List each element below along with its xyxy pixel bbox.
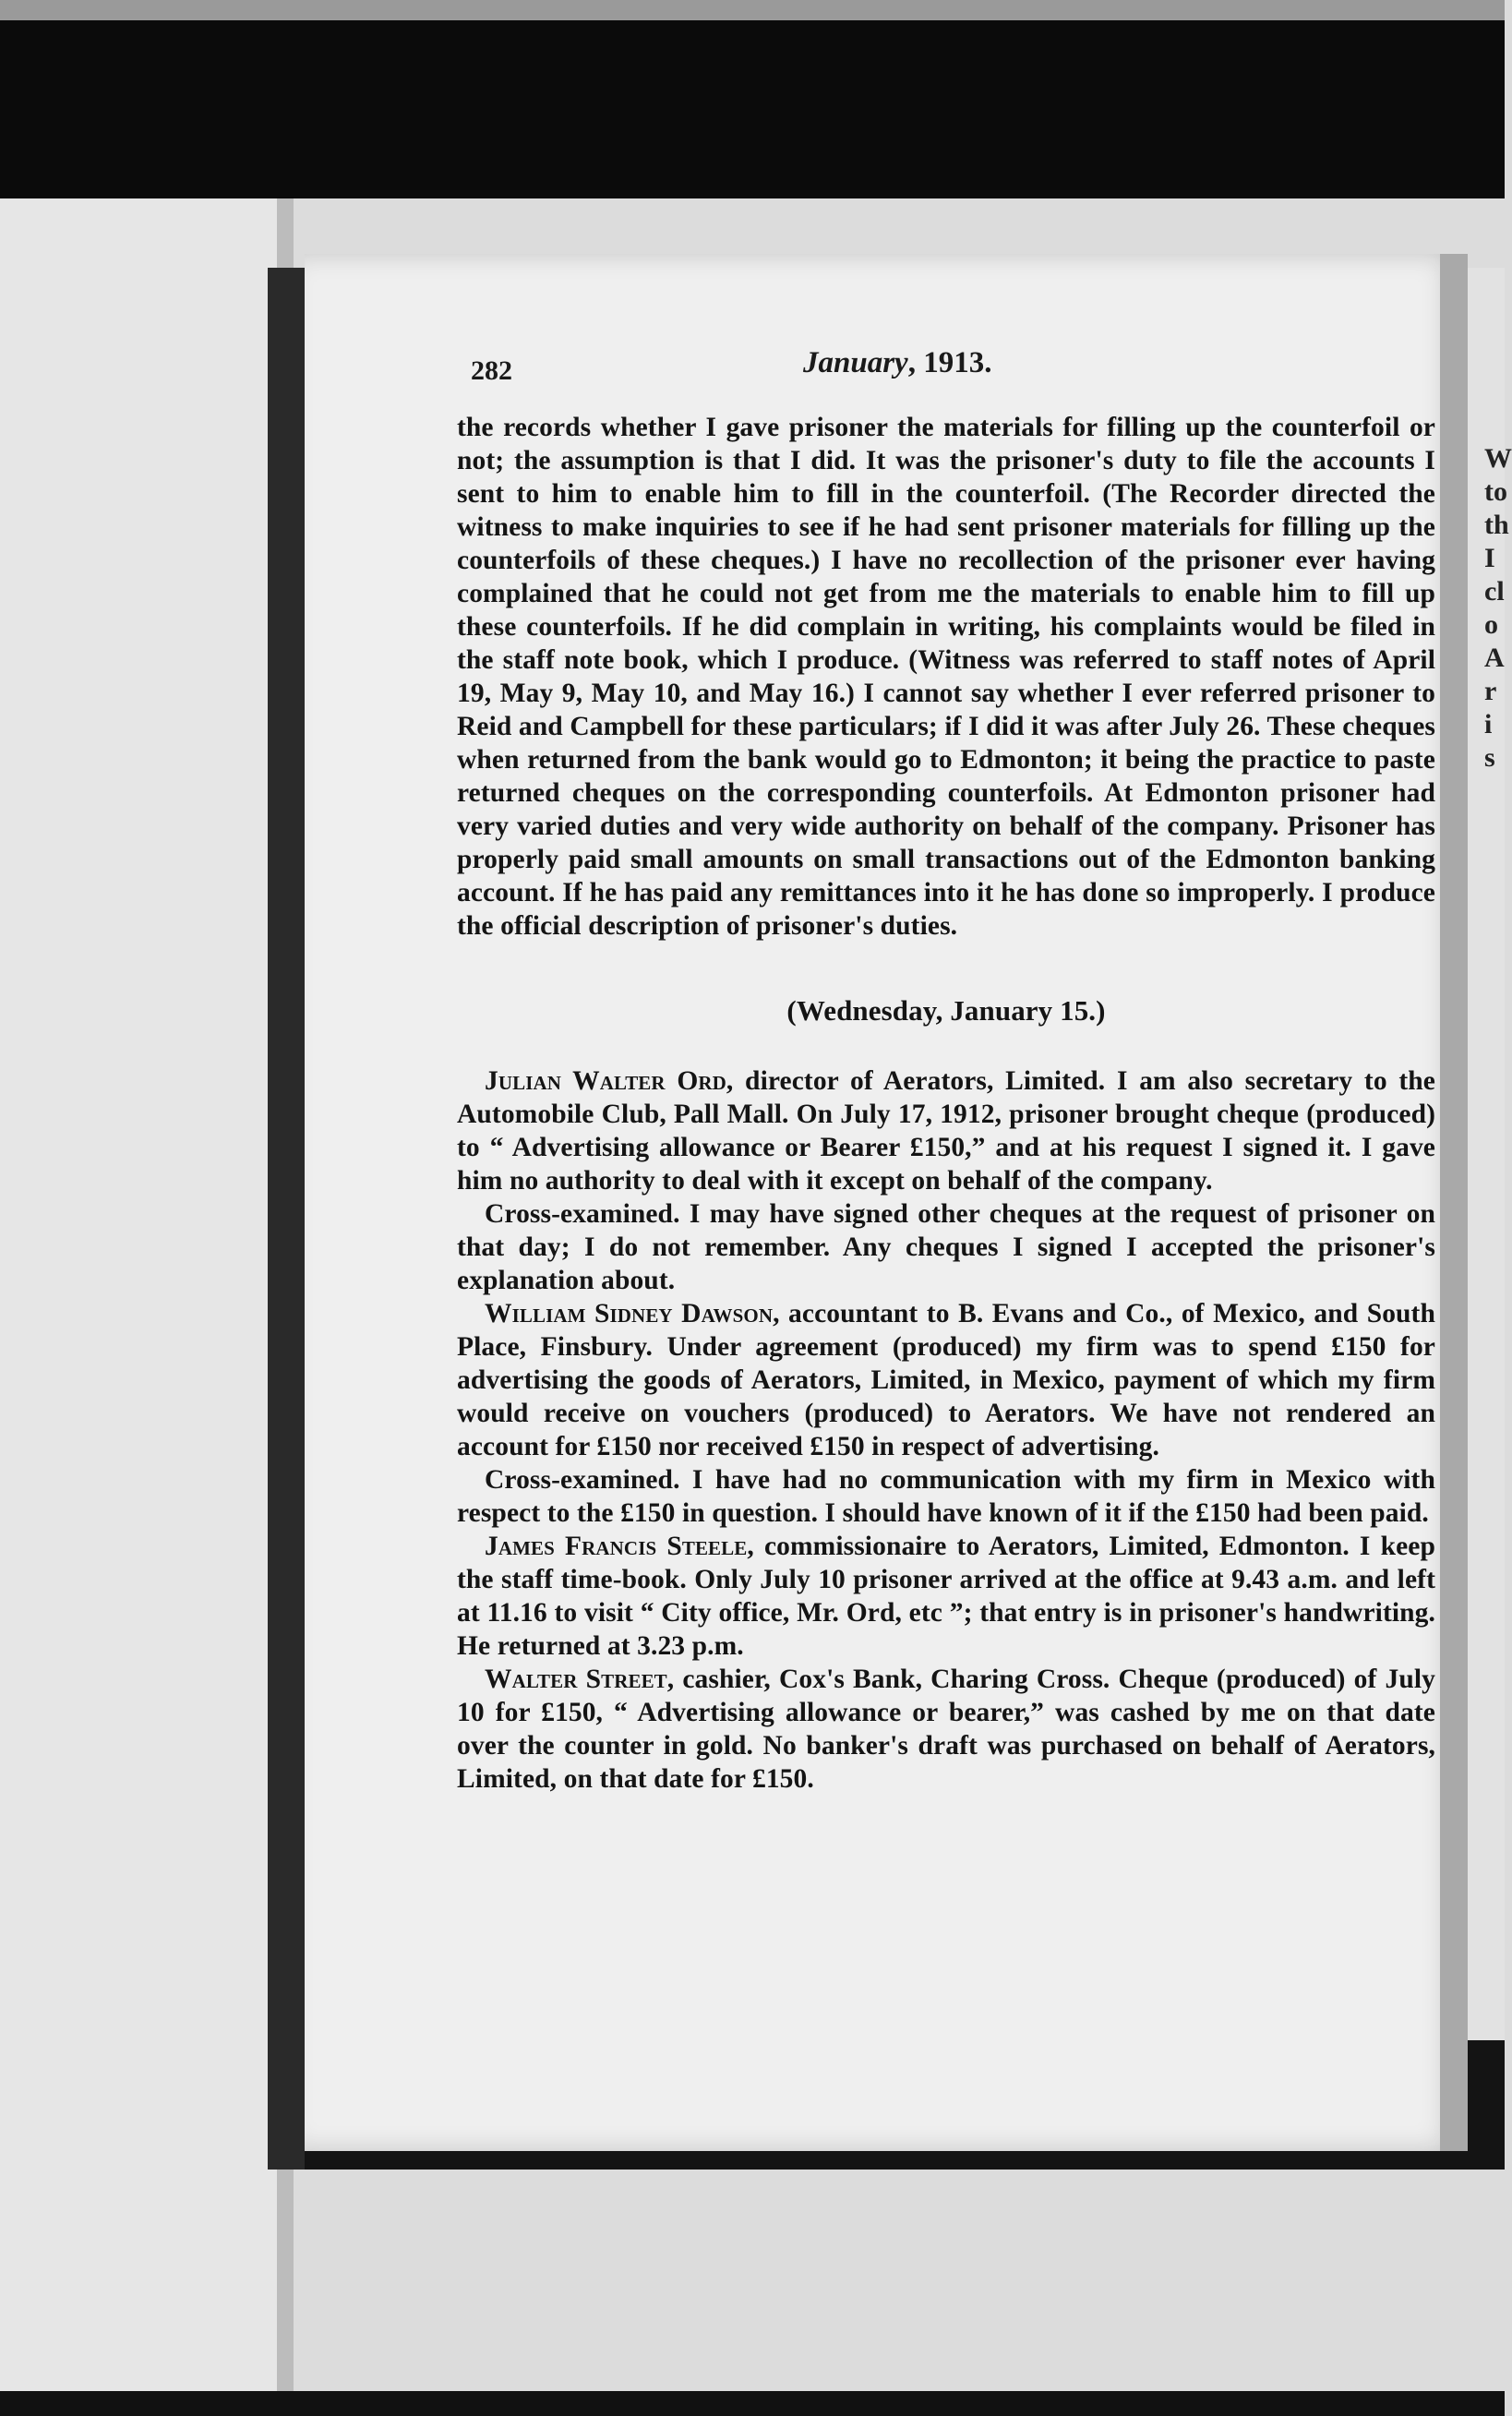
witness-name-steele: James Francis Steele (485, 1532, 748, 1561)
date-heading: (Wednesday, January 15.) (786, 994, 1106, 1027)
facing-fragment: th (1484, 510, 1509, 540)
steele-testimony-text: , commissionaire to Aerators, Limited, Edmonton. I keep the staff time-book. Only July 10 prisoner arrived at the office at 9.43 a.m. and left at 11.16 to visit “ City office, Mr. Ord, etc ”; that entry is in prisoner's handwriting. He returned at 3.23 p.m. (457, 1532, 1435, 1661)
facing-page-edge (1468, 268, 1512, 2040)
book-page (305, 254, 1463, 2151)
witness-name-street: Walter Street (485, 1665, 667, 1694)
book-cover-edge (268, 268, 305, 2170)
facing-fragment: s (1484, 742, 1495, 773)
page-title-month: January (803, 346, 908, 379)
paragraph-continued: the records whether I gave prisoner the materials for filling up the counterfoil or not; the assumption is that I did. It was the prisoner's duty to file the accounts I sent to him to enable him to fill in the counterfoil. (The Recorder directed the witness to make inquiries to see if he had sent prisoner materials for filling up the counterfoils of these cheques.) I have no recollection of the prisoner ever having complained that he could not get from me the materials to enable him to fill up these counterfoils. If he did complain in writing, his complaints would be filed in the staff note book, which I produce. (Witness was referred to staff notes of April 19, May 9, May 10, and May 16.) I cannot say whether I ever referred prisoner to Reid and Campbell for these particulars; if I did it was after July 26. These cheques when returned from the bank would go to Edmonton; it being the practice to paste returned cheques on the corresponding counterfoils. At Edmonton prisoner had very varied duties and very wide authority on behalf of the company. Prisoner has properly paid small amounts on small transactions out of the Edmonton banking account. If he has paid any remittances into it he has done so improperly. I produce the official description of prisoner's duties. (457, 413, 1435, 941)
facing-fragment: r (1484, 676, 1497, 706)
running-head (471, 346, 1348, 402)
page-gutter (1440, 254, 1468, 2151)
film-border-top (0, 0, 1505, 198)
ord-testimony-text: , director of Aerators, Limited. I am also secretary to the Automobile Club, Pall Mall. On July 17, 1912, prisoner brought cheque (produced) to “ Advertising allowance or Bearer £150,” and at his request I signed it. I gave him no authority to deal with it except on behalf of the company. (457, 1066, 1435, 1196)
facing-fragment: to (1484, 476, 1507, 507)
film-edge-top (0, 0, 1505, 20)
page-title-year: , 1913. (907, 346, 992, 379)
witness-name-dawson: William Sidney Dawson (485, 1299, 774, 1328)
facing-fragment: A (1484, 643, 1505, 673)
page-number: 282 (471, 355, 512, 386)
facing-fragment: cl (1484, 576, 1505, 607)
facing-fragment: W (1484, 443, 1512, 474)
street-testimony-text: , cashier, Cox's Bank, Charing Cross. Cheque (produced) of July 10 for £150, “ Advertising allowance or bearer,” was cashed by me on that date over the counter in gold. No banker's draft was purchased on behalf of Aerators, Limited, on that date for £150. (457, 1665, 1435, 1794)
facing-fragment: I (1484, 543, 1495, 573)
paragraph-ord-testimony (457, 1064, 1435, 1197)
facing-fragment: i (1484, 709, 1493, 739)
paragraph-ord-cross: Cross-examined. I may have signed other cheques at the request of prisoner on that day; I do not remember. Any cheques I signed I accepted the prisoner's explanation about. (457, 1199, 1435, 1295)
body-text (457, 411, 1435, 1796)
paragraph-dawson-cross: Cross-examined. I have had no communication with my firm in Mexico with respect to the £150 in question. I should have known of it if the £150 had been paid. (457, 1465, 1435, 1528)
paragraph-street-testimony (457, 1663, 1435, 1796)
paragraph-steele-testimony (457, 1530, 1435, 1663)
dawson-testimony-text: , accountant to B. Evans and Co., of Mexico, and South Place, Finsbury. Under agreement (produced) my firm was to spend £150 for advertising the goods of Aerators, Limited, in Mexico, payment of which my firm would receive on vouchers (produced) to Aerators. We have not rendered an account for £150 nor received £150 in respect of advertising. (457, 1299, 1435, 1461)
paragraph-dawson-testimony (457, 1297, 1435, 1463)
page-title (803, 346, 991, 380)
facing-fragment: o (1484, 609, 1498, 640)
witness-name-ord: Julian Walter Ord (485, 1066, 726, 1096)
scan-background-left (0, 198, 277, 2391)
film-border-bottom (0, 2391, 1505, 2416)
